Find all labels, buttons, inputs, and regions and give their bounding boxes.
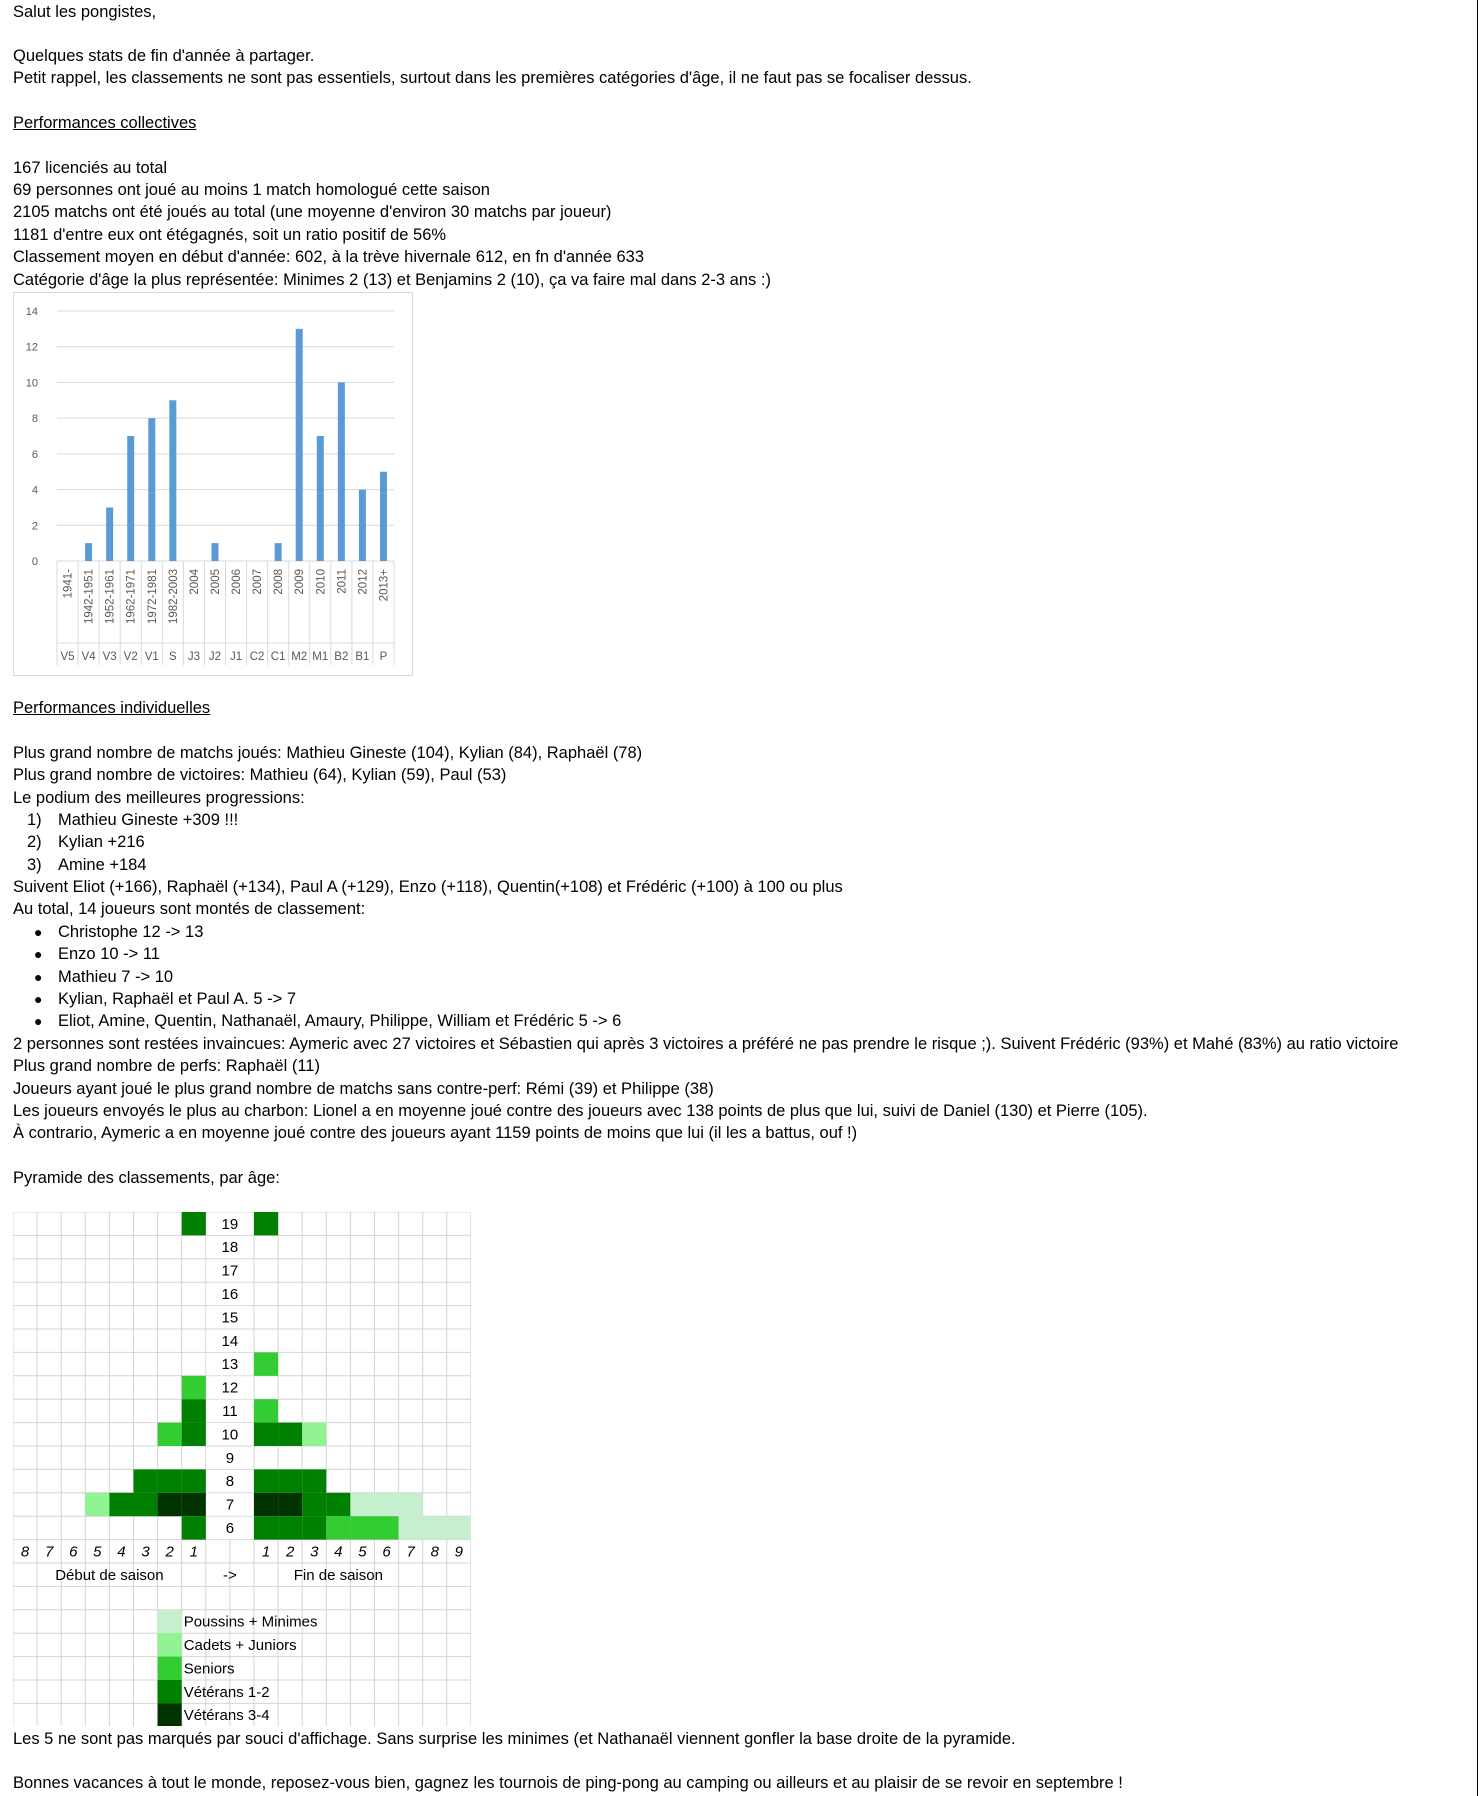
level-label: 7 xyxy=(225,1496,235,1514)
podium-number: 2) xyxy=(27,833,42,851)
pyramid-cell xyxy=(278,1493,302,1516)
podium-item: Amine +184 xyxy=(58,856,147,874)
x-tick-label: 2013+ xyxy=(378,569,391,602)
level-label: 6 xyxy=(225,1520,235,1538)
legend-swatch xyxy=(158,1610,182,1633)
pyramid-cell xyxy=(134,1493,158,1516)
category-code-label: P xyxy=(379,651,388,663)
legend-label: Vétérans 3-4 xyxy=(183,1707,270,1725)
age-distribution-bar-chart xyxy=(13,292,413,676)
promoted-item: Enzo 10 -> 11 xyxy=(58,945,160,963)
end-rank-label: 2 xyxy=(285,1543,295,1561)
level-label: 10 xyxy=(221,1426,239,1444)
podium-number: 3) xyxy=(27,856,42,874)
end-rank-label: 7 xyxy=(406,1543,415,1561)
level-label: 12 xyxy=(221,1379,239,1397)
x-tick-label: 1941- xyxy=(62,569,75,599)
legend-swatch xyxy=(158,1657,182,1680)
stat-wins: 1181 d'entre eux ont étégagnés, soit un ratio positif de 56% xyxy=(13,226,447,244)
level-label: 18 xyxy=(221,1239,239,1257)
arrow-label: -> xyxy=(223,1566,237,1584)
start-rank-label: 6 xyxy=(69,1543,78,1561)
start-caption: Début de saison xyxy=(55,1566,164,1584)
bar xyxy=(106,507,113,561)
podium-item: Kylian +216 xyxy=(58,833,145,851)
pyramid-cell xyxy=(182,1423,206,1446)
bar xyxy=(296,329,303,561)
level-label: 13 xyxy=(221,1356,239,1374)
bullet-icon: ● xyxy=(34,991,43,1007)
y-tick-label: 14 xyxy=(25,306,38,318)
end-rank-label: 6 xyxy=(382,1543,391,1561)
individual-heading: Performances individuelles xyxy=(13,699,211,717)
end-caption: Fin de saison xyxy=(293,1566,383,1584)
legend-label: Vétérans 1-2 xyxy=(183,1683,270,1701)
x-tick-label: 1942-1951 xyxy=(83,569,96,624)
stat-perfs: Plus grand nombre de perfs: Raphaël (11) xyxy=(13,1057,320,1075)
level-label: 8 xyxy=(225,1473,235,1491)
x-tick-label: 1972-1981 xyxy=(146,569,159,624)
promoted-intro: Au total, 14 joueurs sont montés de classement: xyxy=(13,900,366,918)
pyramid-cell xyxy=(158,1493,182,1516)
intro-line-1: Quelques stats de fin d'année à partager. xyxy=(13,47,315,65)
bar xyxy=(211,543,218,561)
legend-label: Poussins + Minimes xyxy=(183,1613,318,1631)
stat-licencies: 167 licenciés au total xyxy=(13,159,168,177)
end-rank-label: 9 xyxy=(454,1543,464,1561)
legend-swatch xyxy=(158,1703,182,1726)
category-code-label: J3 xyxy=(187,651,200,663)
start-rank-label: 5 xyxy=(93,1543,102,1561)
pyramid-cell xyxy=(182,1376,206,1399)
x-tick-label: 2010 xyxy=(315,569,328,595)
end-rank-label: 5 xyxy=(358,1543,367,1561)
pyramid-cell xyxy=(254,1516,278,1539)
category-code-label: B2 xyxy=(334,651,349,663)
pyramid-cell xyxy=(182,1399,206,1422)
podium-number: 1) xyxy=(27,811,42,829)
promoted-item: Eliot, Amine, Quentin, Nathanaël, Amaury, Philippe, William et Frédéric 5 -> 6 xyxy=(58,1012,622,1030)
y-tick-label: 0 xyxy=(31,556,38,568)
pyramid-cell xyxy=(278,1469,302,1492)
pyramid-cell xyxy=(302,1516,326,1539)
pyramid-cell xyxy=(399,1516,423,1539)
x-tick-label: 2006 xyxy=(231,569,244,595)
promoted-item: Mathieu 7 -> 10 xyxy=(58,968,174,986)
stat-charbon: Les joueurs envoyés le plus au charbon: Lionel a en moyenne joué contre des joueurs avec 138 points de plus que lui, suivi de Daniel (130) et Pierre (105). xyxy=(13,1102,1148,1120)
category-code-label: V4 xyxy=(81,651,96,663)
pyramid-cell xyxy=(254,1399,278,1422)
stat-unbeaten: 2 personnes sont restées invaincues: Aymeric avec 27 victoires et Sébastien qui après 3 victoires a préféré ne pas prendre le risque ;). Suivent Frédéric (93%) et Mahé (83%) au ratio victoire xyxy=(13,1035,1399,1053)
end-rank-label: 1 xyxy=(261,1543,271,1561)
start-rank-label: 1 xyxy=(189,1543,198,1561)
level-label: 11 xyxy=(222,1403,238,1421)
pyramid-cell xyxy=(254,1423,278,1446)
promoted-item: Christophe 12 -> 13 xyxy=(58,923,204,941)
pyramid-cell xyxy=(182,1493,206,1516)
level-label: 15 xyxy=(221,1309,239,1327)
pyramid-cell xyxy=(375,1516,399,1539)
category-code-label: J1 xyxy=(229,651,243,663)
pyramid-cell xyxy=(278,1516,302,1539)
end-rank-label: 4 xyxy=(334,1543,343,1561)
stat-average-rank: Classement moyen en début d'année: 602, à la trève hivernale 612, en fn d'année 633 xyxy=(13,248,644,266)
x-tick-label: 2004 xyxy=(188,569,201,595)
start-rank-label: 4 xyxy=(117,1543,126,1561)
category-code-label: C1 xyxy=(270,651,286,663)
bar xyxy=(359,490,366,561)
x-tick-label: 2012 xyxy=(357,569,370,595)
pyramid-cell xyxy=(278,1423,302,1446)
pyramid-cell xyxy=(375,1493,399,1516)
legend-label: Seniors xyxy=(183,1660,235,1678)
bullet-icon: ● xyxy=(34,946,43,962)
bar xyxy=(85,543,92,561)
end-rank-label: 3 xyxy=(310,1543,319,1561)
bar xyxy=(275,543,282,561)
pyramid-cell xyxy=(254,1352,278,1375)
podium-intro: Le podium des meilleures progressions: xyxy=(13,789,305,807)
level-label: 9 xyxy=(225,1449,235,1467)
bar xyxy=(317,436,324,561)
category-code-label: V1 xyxy=(144,651,159,663)
closing-note: Les 5 ne sont pas marqués par souci d'affichage. Sans surprise les minimes (et Nathanaël viennent gonfler la base droite de la pyramide. xyxy=(13,1730,1016,1748)
bullet-icon: ● xyxy=(34,924,43,940)
start-rank-label: 2 xyxy=(165,1543,174,1561)
legend-swatch xyxy=(158,1680,182,1703)
x-tick-label: 1962-1971 xyxy=(125,569,138,624)
pyramid-cell xyxy=(326,1493,350,1516)
category-code-label: S xyxy=(169,651,177,663)
pyramid-cell xyxy=(254,1469,278,1492)
greeting: Salut les pongistes, xyxy=(13,3,157,21)
pyramid-intro: Pyramide des classements, par âge: xyxy=(13,1169,280,1187)
x-tick-label: 2009 xyxy=(294,569,307,595)
pyramid-cell xyxy=(350,1493,374,1516)
bullet-icon: ● xyxy=(34,1013,43,1029)
x-tick-label: 2011 xyxy=(336,569,349,594)
category-code-label: M2 xyxy=(291,651,308,663)
bar xyxy=(148,418,155,561)
pyramid-cell xyxy=(182,1212,206,1235)
x-tick-label: 2005 xyxy=(209,569,222,595)
promoted-item: Kylian, Raphaël et Paul A. 5 -> 7 xyxy=(58,990,297,1008)
pyramid-cell xyxy=(399,1493,423,1516)
stat-contrario: À contrario, Aymeric a en moyenne joué contre des joueurs ayant 1159 points de moins que lui (il les a battus, ouf !) xyxy=(13,1124,858,1142)
stat-most-matches: Plus grand nombre de matchs joués: Mathieu Gineste (104), Kylian (84), Raphaël (78) xyxy=(13,744,643,762)
following-progressions: Suivent Eliot (+166), Raphaël (+134), Paul A (+129), Enzo (+118), Quentin(+108) et Frédéric (+100) à 100 ou plus xyxy=(13,878,843,896)
pyramid-cell xyxy=(182,1516,206,1539)
pyramid-cell xyxy=(158,1423,182,1446)
y-tick-label: 2 xyxy=(31,520,38,533)
start-rank-label: 8 xyxy=(20,1543,30,1561)
stat-no-contre-perf: Joueurs ayant joué le plus grand nombre de matchs sans contre-perf: Rémi (39) et Philippe (38) xyxy=(13,1080,714,1098)
pyramid-cell xyxy=(109,1493,133,1516)
category-code-label: V5 xyxy=(60,651,75,663)
legend-swatch xyxy=(158,1633,182,1656)
start-rank-label: 3 xyxy=(141,1543,150,1561)
y-tick-label: 10 xyxy=(25,377,38,390)
x-tick-label: 2007 xyxy=(252,569,265,595)
level-label: 16 xyxy=(221,1286,239,1304)
bar xyxy=(169,400,176,561)
bar xyxy=(380,472,387,561)
ranking-pyramid-grid xyxy=(13,1212,471,1726)
stat-age-category: Catégorie d'âge la plus représentée: Minimes 2 (13) et Benjamins 2 (10), ça va faire mal dans 2-3 ans :) xyxy=(13,271,771,289)
start-rank-label: 7 xyxy=(44,1543,54,1561)
stat-most-victories: Plus grand nombre de victoires: Mathieu (64), Kylian (59), Paul (53) xyxy=(13,766,507,784)
end-rank-label: 8 xyxy=(430,1543,439,1561)
pyramid-cell xyxy=(326,1516,350,1539)
x-tick-label: 1982-2003 xyxy=(167,569,180,624)
stat-matches: 2105 matchs ont été joués au total (une moyenne d'environ 30 matchs par joueur) xyxy=(13,203,612,221)
y-tick-label: 12 xyxy=(25,341,38,354)
pyramid-cell xyxy=(134,1469,158,1492)
level-label: 14 xyxy=(221,1332,239,1350)
stat-players: 69 personnes ont joué au moins 1 match homologué cette saison xyxy=(13,181,490,199)
farewell: Bonnes vacances à tout le monde, reposez-vous bien, gagnez les tournois de ping-pong au camping ou ailleurs et au plaisir de se revoir en septembre ! xyxy=(13,1774,1123,1792)
pyramid-cell xyxy=(254,1493,278,1516)
category-code-label: V3 xyxy=(102,651,117,663)
bar xyxy=(338,382,345,561)
category-code-label: M1 xyxy=(312,651,329,663)
y-tick-label: 6 xyxy=(31,448,38,461)
pyramid-cell xyxy=(302,1423,326,1446)
intro-line-2: Petit rappel, les classements ne sont pas essentiels, surtout dans les premières catégories d'âge, il ne faut pas se focaliser dessus. xyxy=(13,69,972,87)
x-tick-label: 2008 xyxy=(273,569,286,595)
category-code-label: C2 xyxy=(249,651,265,663)
collective-heading: Performances collectives xyxy=(13,114,197,132)
bar xyxy=(127,436,134,561)
pyramid-cell xyxy=(254,1212,278,1235)
pyramid-cell xyxy=(447,1516,471,1539)
pyramid-cell xyxy=(302,1493,326,1516)
legend-label: Cadets + Juniors xyxy=(183,1637,297,1655)
category-code-label: J2 xyxy=(208,651,222,663)
pyramid-cell xyxy=(182,1469,206,1492)
bullet-icon: ● xyxy=(34,969,43,985)
y-tick-label: 8 xyxy=(31,413,38,426)
podium-item: Mathieu Gineste +309 !!! xyxy=(58,811,239,829)
x-tick-label: 1952-1961 xyxy=(104,569,117,624)
category-code-label: V2 xyxy=(123,651,138,663)
pyramid-cell xyxy=(85,1493,109,1516)
y-tick-label: 4 xyxy=(31,484,38,497)
pyramid-cell xyxy=(423,1516,447,1539)
pyramid-cell xyxy=(158,1469,182,1492)
category-code-label: B1 xyxy=(355,651,370,663)
pyramid-cell xyxy=(350,1516,374,1539)
level-label: 19 xyxy=(221,1215,239,1233)
level-label: 17 xyxy=(221,1262,239,1280)
pyramid-cell xyxy=(302,1469,326,1492)
